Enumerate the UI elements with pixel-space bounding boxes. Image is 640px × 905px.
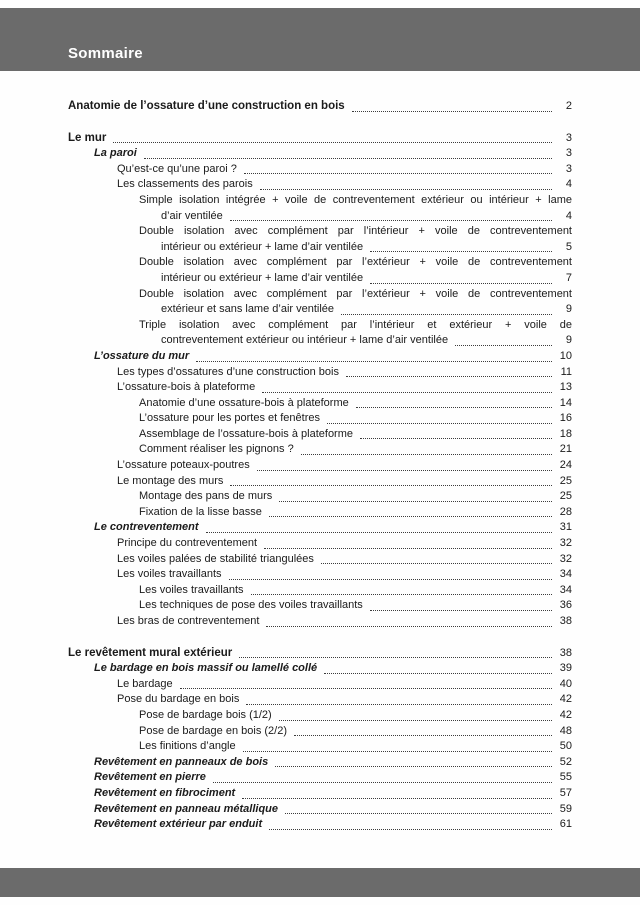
toc-entry-row [68,646,572,662]
toc-entry-label: Les types d’ossatures d’une construction bois [117,365,339,378]
toc-entry-label: Les voiles travaillants [139,583,244,596]
toc-entry-row [68,131,572,147]
dot-leader [262,392,552,393]
toc-entry-label: Le mur [68,131,107,144]
toc-entry [139,318,572,349]
toc-page-number: 50 [559,740,572,753]
toc-page-number: 36 [559,599,572,612]
toc-entry-row [117,567,572,583]
dot-leader [321,563,552,564]
toc-entry [139,396,572,412]
toc-entry-label: Les finitions d’angle [139,740,236,753]
footer-band [0,868,640,897]
header-band [0,8,640,71]
toc-entry-row [161,209,572,225]
toc-entry [139,442,572,458]
toc-entry-row [117,552,572,568]
toc-entry-row [94,349,572,365]
dot-leader [269,829,552,830]
toc-entry-label: d’air ventilée [161,209,223,222]
toc-entry-text-line: Double isolation avec complément par l’intérieur + voile de contreventement [139,225,572,238]
toc-entry-row [94,786,572,802]
toc-entry [68,99,572,115]
toc-entry-label: contreventement extérieur ou intérieur + lame d’air ventilée [161,334,449,347]
toc-page-number: 14 [559,396,572,409]
toc-entry [117,552,572,568]
dot-leader [360,438,552,439]
toc-entry-row [161,302,572,318]
dot-leader [144,158,552,159]
toc-page-number: 32 [559,537,572,550]
toc-entry-label: extérieur et sans lame d’air ventilée [161,303,335,316]
toc-entry [94,817,572,833]
toc-page-number: 31 [559,521,572,534]
dot-leader [229,579,552,580]
toc-entry-row [94,755,572,771]
toc-entry-label: Anatomie de l’ossature d’une construction en bois [68,100,345,112]
toc-page-number: 34 [559,568,572,581]
toc-entry [94,802,572,818]
toc-entry-text-line: Double isolation avec complément par l’extérieur + voile de contreventement [139,287,572,300]
toc-entry-row [94,770,572,786]
toc-entry-label: Revêtement en panneau métallique [94,802,278,815]
dot-leader [324,673,552,674]
toc-entry [94,755,572,771]
dot-leader [370,610,552,611]
dot-leader [285,813,552,814]
toc-entry [139,505,572,521]
toc-entry-row [139,739,572,755]
toc-entry [117,458,572,474]
toc-entry-row [117,380,572,396]
toc-entry-row [117,177,572,193]
dot-leader [341,314,552,315]
toc-entry-label: Les classements des parois [117,178,253,191]
toc-entry-row [94,146,572,162]
toc-page-number: 2 [565,100,572,112]
dot-leader [251,594,552,595]
dot-leader [370,283,552,284]
toc-page-number: 24 [559,459,572,472]
toc-entry-row [139,442,572,458]
toc-entry-row [117,365,572,381]
toc-entry [94,146,572,162]
toc-entry-label: L’ossature-bois à plateforme [117,381,256,394]
toc-entry-text-line: Simple isolation intégrée + voile de contreventement extérieur ou intérieur + lame [139,193,572,206]
toc-entry-label: Revêtement en fibrociment [94,786,236,799]
toc-entry-text-line: Double isolation avec complément par l’extérieur + voile de contreventement [139,256,572,269]
toc-entry [94,661,572,677]
toc-entry-label: Anatomie d’une ossature-bois à plateforme [139,396,349,409]
toc-page-number: 34 [559,583,572,596]
toc-entry-label: L’ossature poteaux-poutres [117,459,250,472]
dot-leader [266,626,552,627]
toc-page-number: 38 [559,615,572,627]
dot-leader [239,657,552,658]
toc-page-number: 39 [559,662,572,675]
toc-page-number: 4 [565,178,572,191]
toc-entry [94,770,572,786]
toc-entry-row [139,427,572,443]
toc-entry [94,520,572,536]
toc-page-number: 18 [559,427,572,440]
dot-leader [269,516,552,517]
toc-entry-label: intérieur ou extérieur + lame d’air ventilée [161,240,364,253]
toc-entry-row [139,724,572,740]
toc-entry-label: Le contreventement [94,521,199,534]
dot-leader [294,735,552,736]
toc-page-number: 3 [565,147,572,160]
toc-page-number: 16 [559,412,572,425]
toc-entry-row [117,474,572,490]
toc-page-number: 52 [559,755,572,768]
toc-page-number: 42 [559,708,572,721]
toc-entry-label: Le montage des murs [117,474,224,487]
dot-leader [180,688,552,689]
toc-entry [117,365,572,381]
dot-leader [279,501,552,502]
toc-entry-label: Revêtement en pierre [94,771,206,784]
dot-leader [264,548,552,549]
toc-page-number: 9 [565,334,572,347]
toc-page-number: 61 [559,818,572,831]
toc-page-number: 11 [560,365,572,378]
toc-entry [68,646,572,662]
toc-entry-row [117,692,572,708]
toc-entry-row [117,677,572,693]
dot-leader [243,751,552,752]
toc-entry [139,724,572,740]
toc-entry-row [117,162,572,178]
toc-entry-row [139,583,572,599]
dot-leader [455,345,552,346]
toc-entry-label: intérieur ou extérieur + lame d’air ventilée [161,271,364,284]
toc-entry-label: Les bras de contreventement [117,615,260,627]
toc-entry [117,677,572,693]
dot-leader [279,720,552,721]
toc-entry-row [94,520,572,536]
toc-page-number: 57 [559,786,572,799]
toc-page-number: 32 [559,552,572,565]
toc-entry-row [139,598,572,614]
toc-entry [117,692,572,708]
toc-entry-label: Les voiles travaillants [117,568,222,581]
toc-entry [139,583,572,599]
toc-page-number: 3 [565,131,572,144]
toc-entry-label: Principe du contreventement [117,537,258,550]
toc-entry [117,614,572,630]
dot-leader [244,173,552,174]
toc-page-number: 48 [559,724,572,737]
toc-entry-row [68,99,572,115]
toc-page-number: 5 [565,240,572,253]
toc-page-number: 7 [565,271,572,284]
toc-entry-row [139,489,572,505]
toc-entry [139,255,572,286]
toc-entry [117,380,572,396]
toc-entry-text-line: Triple isolation avec complément par l’intérieur et extérieur + voile de [139,318,572,331]
toc-entry-row [94,661,572,677]
toc-page-number: 25 [559,474,572,487]
toc-page-number: 55 [559,771,572,784]
toc-entry [117,162,572,178]
toc-entry-row [161,240,572,256]
toc-page-number: 40 [559,677,572,690]
dot-leader [346,376,552,377]
dot-leader [246,704,552,705]
toc-entry-label: Pose du bardage en bois [117,693,240,706]
toc-entry-label: La paroi [94,147,137,160]
dot-leader [242,798,552,799]
toc-entry [139,193,572,224]
toc-entry [94,349,572,365]
toc-entry-row [94,802,572,818]
toc-page-number: 13 [559,381,572,394]
dot-leader [257,470,552,471]
toc-entry-row [139,505,572,521]
toc-entry [139,224,572,255]
toc-entry [139,739,572,755]
toc-page-number: 3 [565,162,572,175]
toc-entry-label: Le bardage en bois massif ou lamellé collé [94,662,318,675]
toc-entry [139,708,572,724]
toc-entry-label: Pose de bardage en bois (2/2) [139,724,287,737]
dot-leader [206,532,552,533]
toc-page-number: 4 [565,209,572,222]
dot-leader [196,361,552,362]
table-of-contents [68,99,572,833]
toc-entry-row [139,411,572,427]
toc-entry-label: Fixation de la lisse basse [139,505,262,518]
toc-entry-row [139,396,572,412]
toc-page-number: 25 [559,490,572,503]
toc-entry-label: Comment réaliser les pignons ? [139,443,294,456]
toc-entry-label: Assemblage de l’ossature-bois à plateforme [139,427,354,440]
toc-entry [139,427,572,443]
toc-entry-label: Les voiles palées de stabilité triangulées [117,552,314,565]
dot-leader [230,485,552,486]
dot-leader [352,111,552,112]
toc-page-number: 10 [559,349,572,362]
toc-entry [139,287,572,318]
toc-page-number: 59 [559,802,572,815]
toc-entry-label: L’ossature du mur [94,349,190,362]
dot-leader [213,782,552,783]
dot-leader [370,251,552,252]
toc-entry-row [139,708,572,724]
toc-entry [94,786,572,802]
toc-entry-row [117,458,572,474]
dot-leader [275,766,552,767]
toc-entry-row [117,536,572,552]
toc-entry-label: Qu’est-ce qu’une paroi ? [117,162,237,175]
toc-entry-label: L’ossature pour les portes et fenêtres [139,412,320,425]
toc-entry-label: Revêtement extérieur par enduit [94,818,263,831]
toc-entry [117,177,572,193]
toc-page-number: 38 [559,646,572,659]
toc-entry [117,474,572,490]
toc-entry [117,536,572,552]
toc-entry [139,411,572,427]
dot-leader [356,407,552,408]
toc-entry [139,598,572,614]
dot-leader [327,423,552,424]
toc-page-number: 42 [559,693,572,706]
toc-entry [139,489,572,505]
dot-leader [113,142,552,143]
toc-entry-row [161,333,572,349]
dot-leader [260,189,552,190]
toc-page-number: 9 [565,303,572,316]
dot-leader [230,220,552,221]
toc-entry-label: Pose de bardage bois (1/2) [139,708,272,721]
toc-entry-label: Le bardage [117,677,173,690]
toc-entry-row [117,614,572,630]
toc-entry [68,131,572,147]
toc-page-number: 21 [559,443,572,456]
toc-entry-label: Revêtement en panneaux de bois [94,755,269,768]
toc-page-number: 28 [559,505,572,518]
dot-leader [301,454,552,455]
page-title: Sommaire [68,45,143,62]
toc-entry-label: Les techniques de pose des voiles travaillants [139,599,363,612]
toc-entry-row [161,271,572,287]
toc-entry-row [94,817,572,833]
toc-entry [117,567,572,583]
toc-entry-label: Le revêtement mural extérieur [68,646,233,659]
toc-entry-label: Montage des pans de murs [139,490,273,503]
